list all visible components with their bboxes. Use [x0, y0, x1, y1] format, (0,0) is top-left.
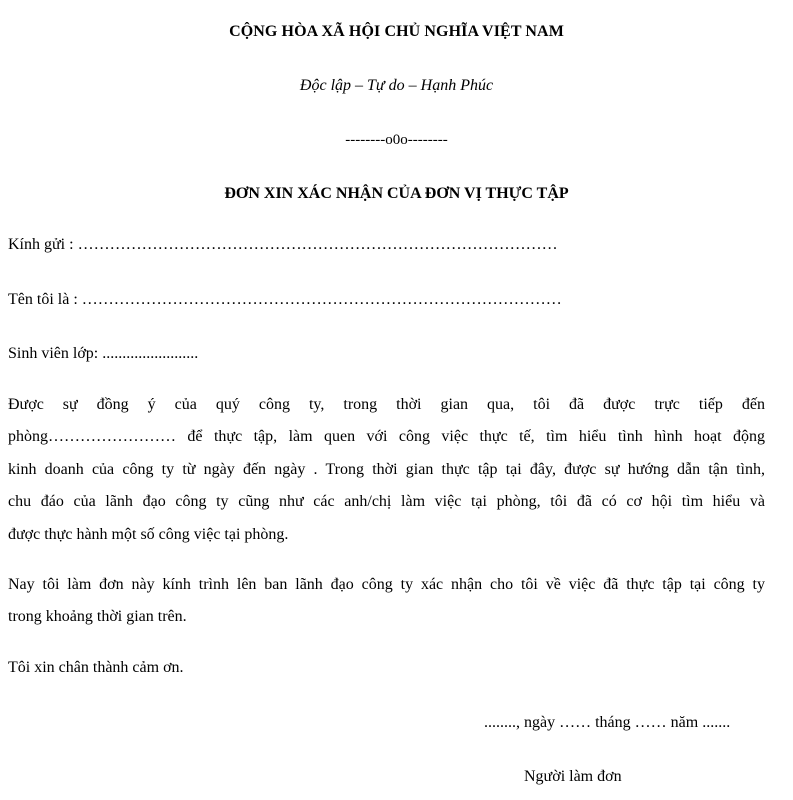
national-title: CỘNG HÒA XÃ HỘI CHỦ NGHĨA VIỆT NAM	[229, 23, 564, 40]
closing-thanks: Tôi xin chân thành cảm ơn.	[8, 659, 184, 676]
request-line: Nay tôi làm đơn này kính trình lên ban lãnh đạo công ty xác nhận cho tôi về việc đã thực tập tại công ty	[8, 576, 765, 593]
body-paragraph	[8, 389, 765, 551]
signer-label: Người làm đơn	[524, 768, 622, 785]
date-line: ........, ngày …… tháng …… năm .......	[484, 714, 731, 731]
body-line: Được sự đồng ý của quý công ty, trong thời gian qua, tôi đã được trực tiếp đến	[8, 396, 765, 413]
body-line: kinh doanh của công ty từ ngày đến ngày . Trong thời gian thực tập tại đây, được sự hướng dẫn tận tình,	[8, 460, 765, 478]
request-line: trong khoảng thời gian trên.	[8, 608, 187, 626]
body-line: phòng…………………… để thực tập, làm quen với công việc thực tế, tìm hiểu tình hình hoạt động	[8, 428, 765, 446]
motto: Độc lập – Tự do – Hạnh Phúc	[299, 77, 494, 94]
body-line: chu đáo của lãnh đạo công ty cũng như các anh/chị làm việc tại phòng, tôi đã có cơ hội tìm hiểu và	[8, 493, 765, 511]
field-student-class: Sinh viên lớp: ........................	[8, 345, 199, 362]
field-applicant-name: Tên tôi là : ………………………………………………………………………………	[8, 291, 562, 308]
field-recipient: Kính gửi : ………………………………………………………………………………	[8, 236, 558, 253]
request-paragraph	[8, 569, 765, 634]
body-line: được thực hành một số công việc tại phòng.	[8, 525, 289, 543]
document-title: ĐƠN XIN XÁC NHẬN CỦA ĐƠN VỊ THỰC TẬP	[224, 185, 569, 202]
separator-line: --------o0o--------	[345, 132, 448, 148]
